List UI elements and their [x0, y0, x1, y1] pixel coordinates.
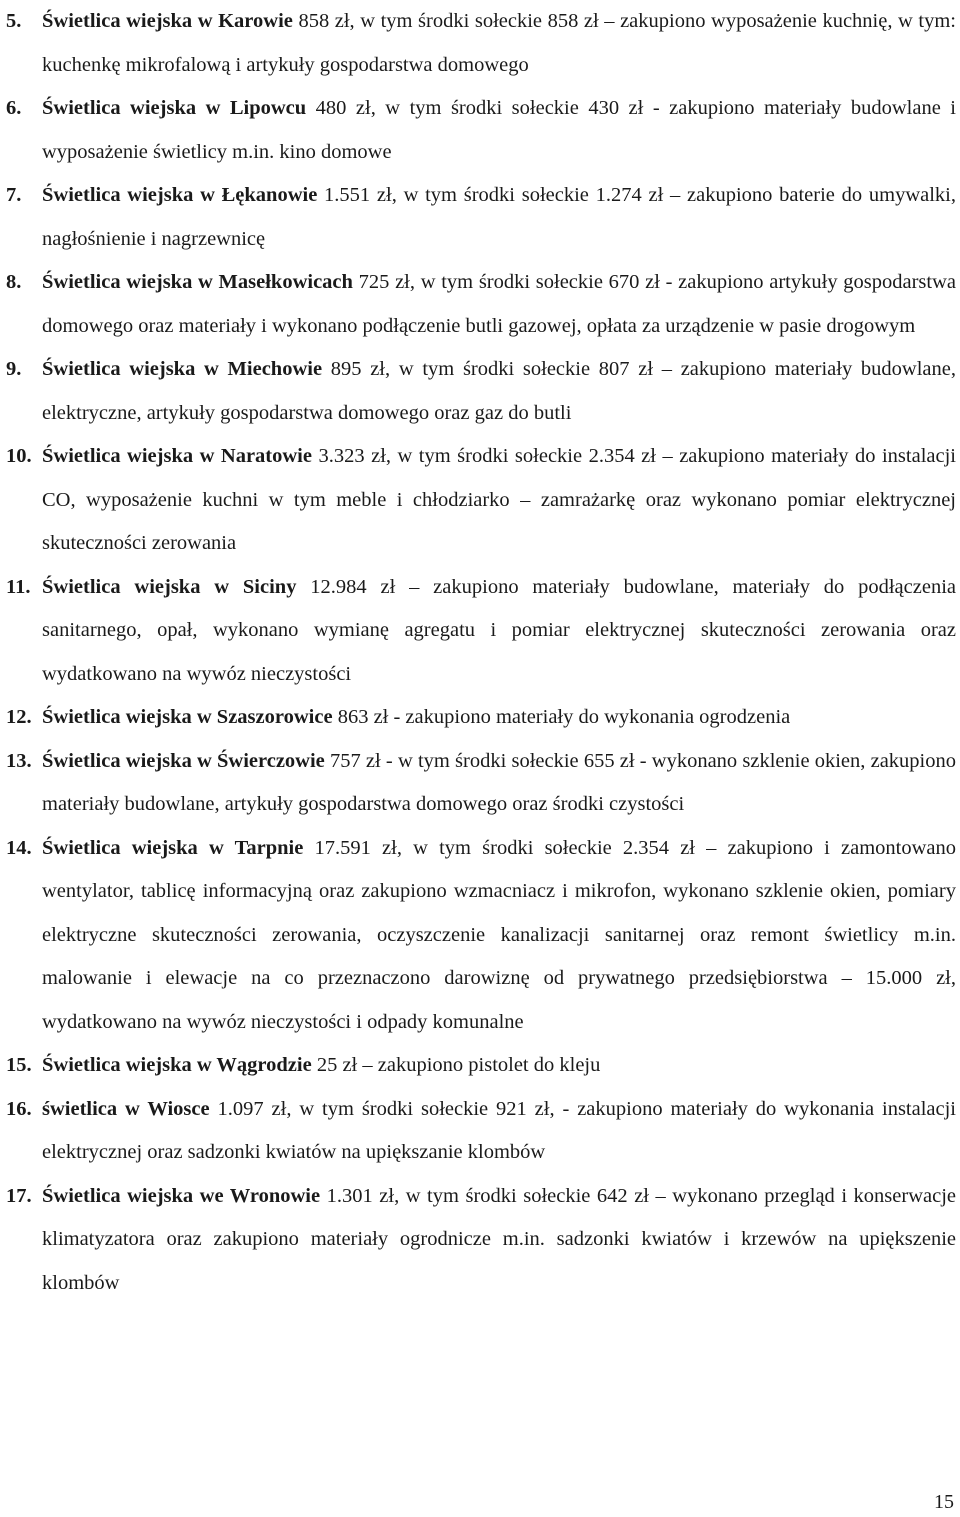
item-name: Świetlica wiejska w Naratowie: [42, 445, 312, 467]
item-body: [42, 348, 956, 435]
item-name: Świetlica wiejska w Masełkowicach: [42, 271, 353, 293]
item-number: 5.: [6, 10, 22, 32]
page-number: 15: [934, 1491, 954, 1513]
list-item-11: [6, 566, 956, 697]
list-item-16: [6, 1088, 956, 1175]
expense-list: [6, 0, 956, 1305]
item-text: 863 zł - zakupiono materiały do wykonania ogrodzenia: [332, 706, 791, 728]
item-name: Świetlica wiejska w Miechowie: [42, 358, 323, 380]
item-text: 757 zł - w tym środki sołeckie 655 zł - wykonano szklenie okien, zakupiono materiały budowlane, artykuły gospodarstwa domowego oraz środki czystości: [42, 749, 956, 815]
item-number: 11.: [6, 575, 31, 598]
item-name: Świetlica wiejska w Karowie: [42, 10, 293, 32]
item-text: 17.591 zł, w tym środki sołeckie 2.354 zł – zakupiono i zamontowano wentylator, tablicę informacyjną oraz zakupiono wzmacniacz i mikrofon, wykonano szklenie okien, pomiary elektryczne skuteczności zerowania, oczyszczenie kanalizacji sanitarnej oraz remont świetlicy m.in. malowanie i elewacje na co przeznaczono darowiznę od prywatnego przedsiębiorstwa – 15.000 zł, wydatkowano na wywóz nieczystości i odpady komunalne: [42, 836, 957, 1033]
item-text: 1.097 zł, w tym środki sołeckie 921 zł, - zakupiono materiały do wykonania instalacji elektrycznej oraz sadzonki kwiatów na upiększanie klombów: [42, 1097, 957, 1163]
item-body: [42, 435, 956, 566]
item-number: 14.: [6, 836, 32, 859]
item-body: [42, 1088, 956, 1175]
item-body: [42, 174, 956, 261]
item-text: 480 zł, w tym środki sołeckie 430 zł - zakupiono materiały budowlane i wyposażenie świetlicy m.in. kino domowe: [42, 97, 957, 163]
item-number: 12.: [6, 706, 32, 728]
item-body: [42, 827, 956, 1045]
item-body: [42, 566, 956, 697]
item-name: Świetlica wiejska w Wągrodzie: [42, 1054, 312, 1076]
item-number: 16.: [6, 1097, 32, 1120]
list-item-9: [6, 348, 956, 435]
item-text: 12.984 zł – zakupiono materiały budowlane, materiały do podłączenia sanitarnego, opał, wykonano wymianę agregatu i pomiar elektrycznej skuteczności zerowania oraz wydatkowano na wywóz nieczystości: [42, 575, 956, 685]
list-item-8: [6, 261, 956, 348]
item-name: Świetlica wiejska w Świerczowie: [42, 749, 325, 772]
item-number: 13.: [6, 749, 32, 772]
list-item-12: [6, 696, 956, 740]
list-item-6: [6, 87, 956, 174]
item-body: [42, 1175, 956, 1306]
item-name: Świetlica wiejska w Szaszorowice: [42, 706, 333, 728]
list-item-5: [6, 0, 956, 87]
item-number: 10.: [6, 445, 32, 467]
item-number: 6.: [6, 97, 22, 119]
item-body: [42, 696, 956, 740]
item-text: 858 zł, w tym środki sołeckie 858 zł – zakupiono wyposażenie kuchnię, w tym: kuchenkę mikrofalową i artykuły gospodarstwa domowego: [42, 10, 956, 76]
item-text: 895 zł, w tym środki sołeckie 807 zł – zakupiono materiały budowlane, elektryczne, artykuły gospodarstwa domowego oraz gaz do butli: [42, 358, 956, 424]
item-text: 725 zł, w tym środki sołeckie 670 zł - zakupiono artykuły gospodarstwa domowego oraz materiały i wykonano podłączenie butli gazowej, opłata za urządzenie w pasie drogowym: [42, 271, 957, 337]
item-number: 17.: [6, 1184, 32, 1207]
item-number: 9.: [6, 358, 22, 380]
item-text: 1.551 zł, w tym środki sołeckie 1.274 zł – zakupiono baterie do umywalki, nagłośnienie i nagrzewnicę: [42, 184, 956, 250]
item-name: Świetlica wiejska w Siciny: [42, 575, 297, 598]
item-number: 8.: [6, 271, 22, 293]
item-number: 7.: [6, 184, 22, 206]
list-item-15: [6, 1044, 956, 1088]
list-item-17: [6, 1175, 956, 1306]
item-name: Świetlica wiejska w Tarpnie: [42, 836, 304, 859]
item-body: [42, 740, 956, 827]
item-number: 15.: [6, 1054, 32, 1076]
item-body: [42, 0, 956, 87]
item-name: Świetlica wiejska we Wronowie: [42, 1184, 321, 1207]
list-item-7: [6, 174, 956, 261]
item-text: 1.301 zł, w tym środki sołeckie 642 zł – wykonano przegląd i konserwacje klimatyzatora oraz zakupiono materiały ogrodnicze m.in. sadzonki kwiatów i krzewów na upiększenie klombów: [42, 1184, 956, 1294]
item-name: Świetlica wiejska w Lipowcu: [42, 97, 307, 119]
list-item-13: [6, 740, 956, 827]
item-body: [42, 1044, 956, 1088]
list-item-14: [6, 827, 956, 1045]
item-text: 25 zł – zakupiono pistolet do kleju: [311, 1054, 601, 1076]
item-body: [42, 87, 956, 174]
item-name: świetlica w Wiosce: [42, 1097, 210, 1120]
item-name: Świetlica wiejska w Łękanowie: [42, 184, 318, 206]
item-text: 3.323 zł, w tym środki sołeckie 2.354 zł – zakupiono materiały do instalacji CO, wyposażenie kuchni w tym meble i chłodziarko – zamrażarkę oraz wykonano pomiar elektrycznej skuteczności zerowania: [42, 445, 956, 554]
list-item-10: [6, 435, 956, 566]
item-body: [42, 261, 956, 348]
